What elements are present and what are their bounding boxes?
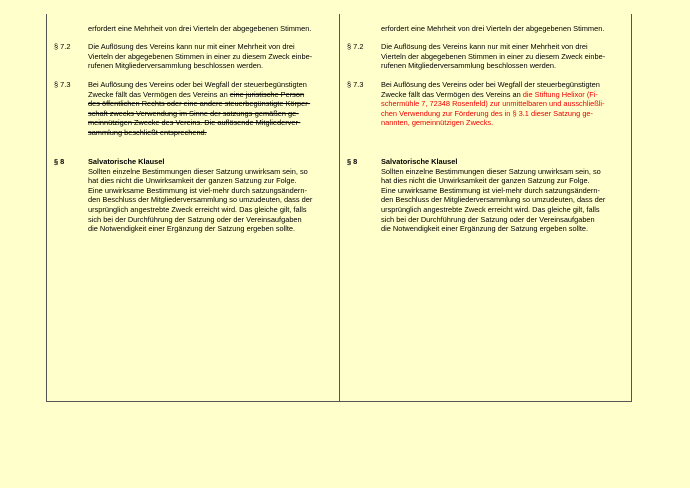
right-section-7-3-text: [381, 80, 626, 128]
text-line: rufenen Mitgliederversammlung beschlossen werden.: [381, 61, 557, 71]
deleted-text-line: sammlung beschließt entsprechend.: [88, 127, 207, 137]
text-line: rufenen Mitgliederversammlung beschlossen werden.: [88, 61, 264, 71]
text-line: Sollten einzelne Bestimmungen dieser Satzung unwirksam sein, so: [88, 166, 308, 176]
deleted-text-line: meinnützigen Zwecke des Vereins. Die auflösende Mitgliederver-: [88, 118, 301, 128]
left-section-7-2-text: [88, 42, 333, 71]
text-line: [381, 90, 626, 100]
inserted-text: die Stiftung Helixor (Fi-: [522, 89, 598, 99]
text-line: [88, 90, 333, 100]
text-line: ursprünglich angestrebte Zweck erreicht wird. Das gleiche gilt, falls: [381, 204, 600, 214]
inserted-text-line: schermühle 7, 72348 Rosenfeld) zur unmittelbaren und ausschließli-: [381, 99, 605, 109]
text-line: Eine unwirksame Bestimmung ist viel-mehr durch satzungsändern-: [88, 185, 307, 195]
section-heading: Salvatorische Klausel: [381, 157, 458, 166]
text-line: Bei Auflösung des Vereins oder bei Wegfall der steuerbegünstigten: [381, 80, 600, 89]
right-section-7-2-number: § 7.2: [347, 42, 364, 51]
text-line: Die Auflösung des Vereins kann nur mit einer Mehrheit von drei: [381, 42, 588, 51]
text-line: den Beschluss der Mitgliederversammlung so umzudeuten, dass der: [88, 195, 313, 205]
left-section-7-3-text: [88, 80, 333, 138]
deleted-text: eine juristische Person: [229, 89, 305, 99]
text-line: den Beschluss der Mitgliederversammlung so umzudeuten, dass der: [381, 195, 606, 205]
right-section-8-text: [381, 157, 626, 234]
text-line: hat dies nicht die Unwirksamkeit der ganzen Satzung zur Folge.: [381, 176, 590, 186]
deleted-text-line: schaft zwecks Verwendung im Sinne der satzungs-gemäßen ge-: [88, 108, 299, 118]
text-plain: Zwecke fällt das Vermögen des Vereins an: [381, 89, 523, 99]
right-section-7-2-text: [381, 42, 626, 71]
text-line: Vierteln der abgegebenen Stimmen in einer zu diesem Zweck einbe-: [88, 51, 313, 61]
text-plain: Zwecke fällt das Vermögen des Vereins an: [88, 89, 230, 99]
left-section-8-number: § 8: [54, 157, 65, 166]
right-continuation-text: erfordert eine Mehrheit von drei Vierteln der abgegebenen Stimmen.: [381, 24, 605, 33]
deleted-text-line: des öffentlichen Rechts oder eine andere steuerbegünstigte Körper-: [88, 99, 311, 109]
text-line: Die Auflösung des Vereins kann nur mit einer Mehrheit von drei: [88, 42, 295, 51]
text-line: sich bei der Durchführung der Satzung oder der Vereinsaufgaben: [381, 214, 595, 224]
text-line: Eine unwirksame Bestimmung ist viel-mehr durch satzungsändern-: [381, 185, 600, 195]
comparison-table: [46, 14, 632, 402]
right-section-8-number: § 8: [347, 157, 358, 166]
left-column-original: [47, 14, 339, 401]
text-line: Bei Auflösung des Vereins oder bei Wegfall der steuerbegünstigten: [88, 80, 307, 89]
text-line: die Notwendigkeit einer Ergänzung der Satzung ergeben sollte.: [88, 224, 296, 234]
left-continuation-text: erfordert eine Mehrheit von drei Vierteln der abgegebenen Stimmen.: [88, 24, 312, 33]
right-section-7-3-number: § 7.3: [347, 80, 364, 89]
text-line: Sollten einzelne Bestimmungen dieser Satzung unwirksam sein, so: [381, 166, 601, 176]
section-heading: Salvatorische Klausel: [88, 157, 165, 166]
left-section-7-3-number: § 7.3: [54, 80, 71, 89]
text-line: ursprünglich angestrebte Zweck erreicht wird. Das gleiche gilt, falls: [88, 204, 307, 214]
text-line: Vierteln der abgegebenen Stimmen in einer zu diesem Zweck einbe-: [381, 51, 606, 61]
text-line: hat dies nicht die Unwirksamkeit der ganzen Satzung zur Folge.: [88, 176, 297, 186]
inserted-text-line: nannten, gemeinnützigen Zwecks.: [381, 118, 494, 128]
inserted-text-line: chen Verwendung zur Förderung des in § 3.1 dieser Satzung ge-: [381, 108, 594, 118]
left-section-8-text: [88, 157, 333, 234]
text-line: sich bei der Durchführung der Satzung oder der Vereinsaufgaben: [88, 214, 302, 224]
right-column-revised: [339, 14, 632, 401]
text-line: die Notwendigkeit einer Ergänzung der Satzung ergeben sollte.: [381, 224, 589, 234]
left-section-7-2-number: § 7.2: [54, 42, 71, 51]
